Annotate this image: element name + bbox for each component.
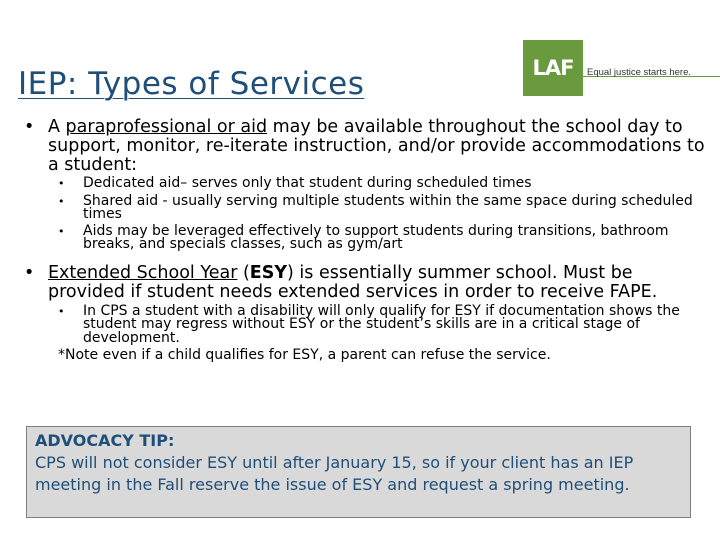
laf-logo — [523, 40, 720, 96]
sub-bullet-dot: • — [58, 177, 65, 190]
tip-heading: ADVOCACY TIP: — [35, 431, 175, 450]
bullet-text: ) is essentially summer school. Must be provided if student needs extended services in order to receive FAPE. — [48, 262, 658, 302]
sub-bullet-dot: • — [58, 304, 65, 318]
bullet-dot: • — [24, 262, 35, 283]
slide-content — [20, 118, 710, 363]
sub-bullet-text: In CPS a student with a disability will only qualify for ESY if documentation shows the student may regress without ESY or the student’s skills are in a critical stage of development. — [83, 302, 680, 346]
bullet-text: ( — [237, 262, 250, 283]
sub-bullet-leverage — [20, 222, 710, 252]
esy-note: *Note even if a child qualifies for ESY, a parent can refuse the service. — [58, 347, 551, 363]
bullet-prefix: A — [48, 117, 66, 137]
sub-bullet-cps-esy — [20, 302, 710, 346]
bullet-paraprofessional — [20, 118, 710, 175]
slide-title: IEP: Types of Services — [18, 66, 365, 102]
esy-term: Extended School Year — [48, 262, 238, 283]
tip-body: CPS will not consider ESY until after January 15, so if your client has an IEP meeting in the Fall reserve the issue of ESY and request a spring meeting. — [35, 453, 634, 494]
paraprofessional-term: paraprofessional or aid — [65, 117, 268, 137]
sub-bullet-dot: • — [58, 194, 65, 208]
sub-bullet-shared — [20, 192, 710, 222]
logo-tagline: Equal justice starts here. — [587, 67, 692, 78]
sub-bullet-text: Dedicated aid– serves only that student during scheduled times — [83, 175, 532, 191]
sub-bullet-dedicated — [20, 177, 710, 191]
bullet-text: may be available throughout the school day to support, monitor, re-iterate instruction, and/or provide accommodations to a student: — [48, 117, 705, 175]
sub-bullet-dot: • — [58, 224, 65, 238]
sub-bullet-text: Shared aid - usually serving multiple students within the same space during scheduled times — [83, 192, 693, 222]
esy-abbr: ESY — [249, 262, 288, 283]
logo-mark: LAF — [523, 40, 583, 96]
advocacy-tip-box — [26, 426, 691, 518]
sub-bullet-text: Aids may be leveraged effectively to support students during transitions, bathroom breaks, and specials classes, such as gym/art — [83, 222, 669, 252]
bullet-esy — [20, 264, 710, 302]
bullet-dot: • — [24, 117, 35, 137]
